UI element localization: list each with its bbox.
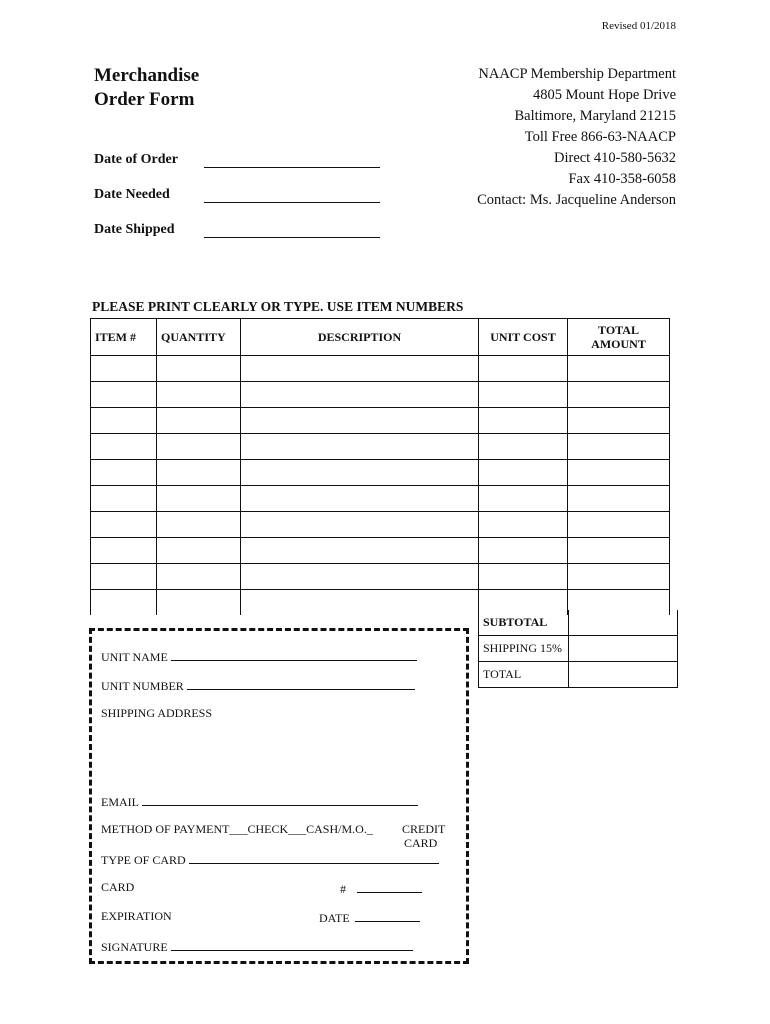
address-line: Fax 410-358-6058 bbox=[568, 171, 676, 187]
credit-card-option[interactable] bbox=[402, 822, 445, 850]
date-needed-row bbox=[94, 187, 380, 203]
description-cell[interactable] bbox=[241, 460, 479, 486]
description-cell[interactable] bbox=[241, 538, 479, 564]
credit-label: CREDIT bbox=[402, 822, 446, 836]
header-quantity: QUANTITY bbox=[157, 319, 241, 356]
item-cell[interactable] bbox=[91, 382, 157, 408]
expiration-date-field[interactable] bbox=[355, 909, 420, 922]
date-label: DATE bbox=[319, 911, 350, 925]
quantity-cell[interactable] bbox=[157, 564, 241, 590]
date-needed-field[interactable] bbox=[204, 188, 380, 203]
expiration-label: EXPIRATION bbox=[101, 909, 172, 923]
card-number-field[interactable] bbox=[357, 880, 422, 893]
signature-field[interactable] bbox=[171, 938, 413, 951]
unit-cost-cell[interactable] bbox=[479, 512, 568, 538]
totals-table bbox=[478, 610, 678, 688]
card-number-row bbox=[340, 880, 422, 897]
item-cell[interactable] bbox=[91, 564, 157, 590]
item-cell[interactable] bbox=[91, 408, 157, 434]
description-cell[interactable] bbox=[241, 408, 479, 434]
card-label: CARD bbox=[101, 880, 135, 894]
total-value[interactable] bbox=[569, 662, 678, 688]
quantity-cell[interactable] bbox=[157, 486, 241, 512]
header-item-number: ITEM # bbox=[91, 319, 157, 356]
date-shipped-label: Date Shipped bbox=[94, 222, 175, 237]
shipping-label: SHIPPING 15% bbox=[479, 636, 569, 662]
hash-label: # bbox=[340, 882, 346, 896]
date-needed-label: Date Needed bbox=[94, 187, 170, 202]
description-cell[interactable] bbox=[241, 382, 479, 408]
type-of-card-label: TYPE OF CARD bbox=[101, 853, 186, 867]
total-cell[interactable] bbox=[568, 564, 670, 590]
date-of-order-label: Date of Order bbox=[94, 152, 178, 167]
unit-cost-cell[interactable] bbox=[479, 356, 568, 382]
header-total-amount bbox=[568, 319, 670, 356]
quantity-cell[interactable] bbox=[157, 356, 241, 382]
unit-number-field[interactable] bbox=[187, 677, 415, 690]
email-label: EMAIL bbox=[101, 795, 139, 809]
total-cell[interactable] bbox=[568, 460, 670, 486]
subtotal-value[interactable] bbox=[569, 610, 678, 636]
header-total-line2: AMOUNT bbox=[591, 337, 646, 351]
total-cell[interactable] bbox=[568, 382, 670, 408]
shipping-address-label: SHIPPING ADDRESS bbox=[101, 706, 213, 720]
quantity-cell[interactable] bbox=[157, 382, 241, 408]
expiration-date-row bbox=[319, 909, 420, 926]
table-row bbox=[91, 538, 670, 564]
subtotal-row bbox=[479, 610, 678, 636]
quantity-cell[interactable] bbox=[157, 460, 241, 486]
date-shipped-field[interactable] bbox=[204, 223, 380, 238]
date-shipped-row bbox=[94, 222, 380, 238]
date-of-order-field[interactable] bbox=[204, 153, 380, 168]
total-cell[interactable] bbox=[568, 356, 670, 382]
unit-number-row bbox=[101, 677, 415, 694]
total-row bbox=[479, 662, 678, 688]
total-cell[interactable] bbox=[568, 408, 670, 434]
description-cell[interactable] bbox=[241, 564, 479, 590]
unit-cost-cell[interactable] bbox=[479, 382, 568, 408]
address-line: 4805 Mount Hope Drive bbox=[533, 87, 676, 103]
address-line: Baltimore, Maryland 21215 bbox=[514, 108, 676, 124]
address-line: Direct 410-580-5632 bbox=[553, 150, 676, 166]
title-line-2: Order Form bbox=[94, 89, 195, 110]
type-of-card-row bbox=[101, 851, 439, 868]
item-cell[interactable] bbox=[91, 434, 157, 460]
quantity-cell[interactable] bbox=[157, 590, 241, 616]
total-label: TOTAL bbox=[479, 662, 569, 688]
unit-cost-cell[interactable] bbox=[479, 434, 568, 460]
address-line: Contact: Ms. Jacqueline Anderson bbox=[477, 192, 676, 208]
quantity-cell[interactable] bbox=[157, 512, 241, 538]
header-unit-cost: UNIT COST bbox=[479, 319, 568, 356]
description-cell[interactable] bbox=[241, 512, 479, 538]
address-line: NAACP Membership Department bbox=[478, 66, 676, 82]
signature-label: SIGNATURE bbox=[101, 940, 168, 954]
unit-name-row bbox=[101, 648, 417, 665]
payment-method[interactable]: METHOD OF PAYMENT___CHECK___CASH/M.O._ bbox=[101, 822, 373, 836]
total-cell[interactable] bbox=[568, 538, 670, 564]
header-total-line1: TOTAL bbox=[598, 323, 639, 337]
shipping-value[interactable] bbox=[569, 636, 678, 662]
total-cell[interactable] bbox=[568, 434, 670, 460]
email-field[interactable] bbox=[142, 793, 418, 806]
description-cell[interactable] bbox=[241, 486, 479, 512]
table-row bbox=[91, 356, 670, 382]
item-cell[interactable] bbox=[91, 460, 157, 486]
description-cell[interactable] bbox=[241, 434, 479, 460]
item-cell[interactable] bbox=[91, 590, 157, 616]
instructions: PLEASE PRINT CLEARLY OR TYPE. USE ITEM NUMBERS bbox=[92, 299, 464, 314]
table-row bbox=[91, 512, 670, 538]
table-row bbox=[91, 564, 670, 590]
unit-name-field[interactable] bbox=[171, 648, 417, 661]
unit-number-label: UNIT NUMBER bbox=[101, 679, 184, 693]
item-cell[interactable] bbox=[91, 486, 157, 512]
unit-cost-cell[interactable] bbox=[479, 538, 568, 564]
item-cell[interactable] bbox=[91, 356, 157, 382]
unit-cost-cell[interactable] bbox=[479, 564, 568, 590]
description-cell[interactable] bbox=[241, 590, 479, 616]
items-table bbox=[90, 318, 670, 615]
quantity-cell[interactable] bbox=[157, 408, 241, 434]
item-cell[interactable] bbox=[91, 512, 157, 538]
header-description: DESCRIPTION bbox=[241, 319, 479, 356]
table-row bbox=[91, 486, 670, 512]
revised-date: Revised 01/2018 bbox=[601, 20, 676, 32]
unit-cost-cell[interactable] bbox=[479, 408, 568, 434]
type-of-card-field[interactable] bbox=[189, 851, 439, 864]
description-cell[interactable] bbox=[241, 356, 479, 382]
total-cell[interactable] bbox=[568, 486, 670, 512]
email-row bbox=[101, 793, 418, 810]
table-row bbox=[91, 460, 670, 486]
total-cell[interactable] bbox=[568, 512, 670, 538]
quantity-cell[interactable] bbox=[157, 434, 241, 460]
shipping-row bbox=[479, 636, 678, 662]
item-cell[interactable] bbox=[91, 538, 157, 564]
table-row bbox=[91, 382, 670, 408]
card-label: CARD bbox=[404, 836, 438, 850]
department-address bbox=[477, 64, 676, 211]
table-row bbox=[91, 408, 670, 434]
title-line-1: Merchandise bbox=[94, 65, 200, 86]
unit-name-label: UNIT NAME bbox=[101, 650, 168, 664]
form-title bbox=[94, 64, 199, 112]
table-row bbox=[91, 434, 670, 460]
address-line: Toll Free 866-63-NAACP bbox=[524, 129, 676, 145]
date-of-order-row bbox=[94, 152, 380, 168]
subtotal-label: SUBTOTAL bbox=[479, 610, 569, 636]
unit-cost-cell[interactable] bbox=[479, 486, 568, 512]
signature-row bbox=[101, 938, 413, 955]
unit-cost-cell[interactable] bbox=[479, 460, 568, 486]
quantity-cell[interactable] bbox=[157, 538, 241, 564]
